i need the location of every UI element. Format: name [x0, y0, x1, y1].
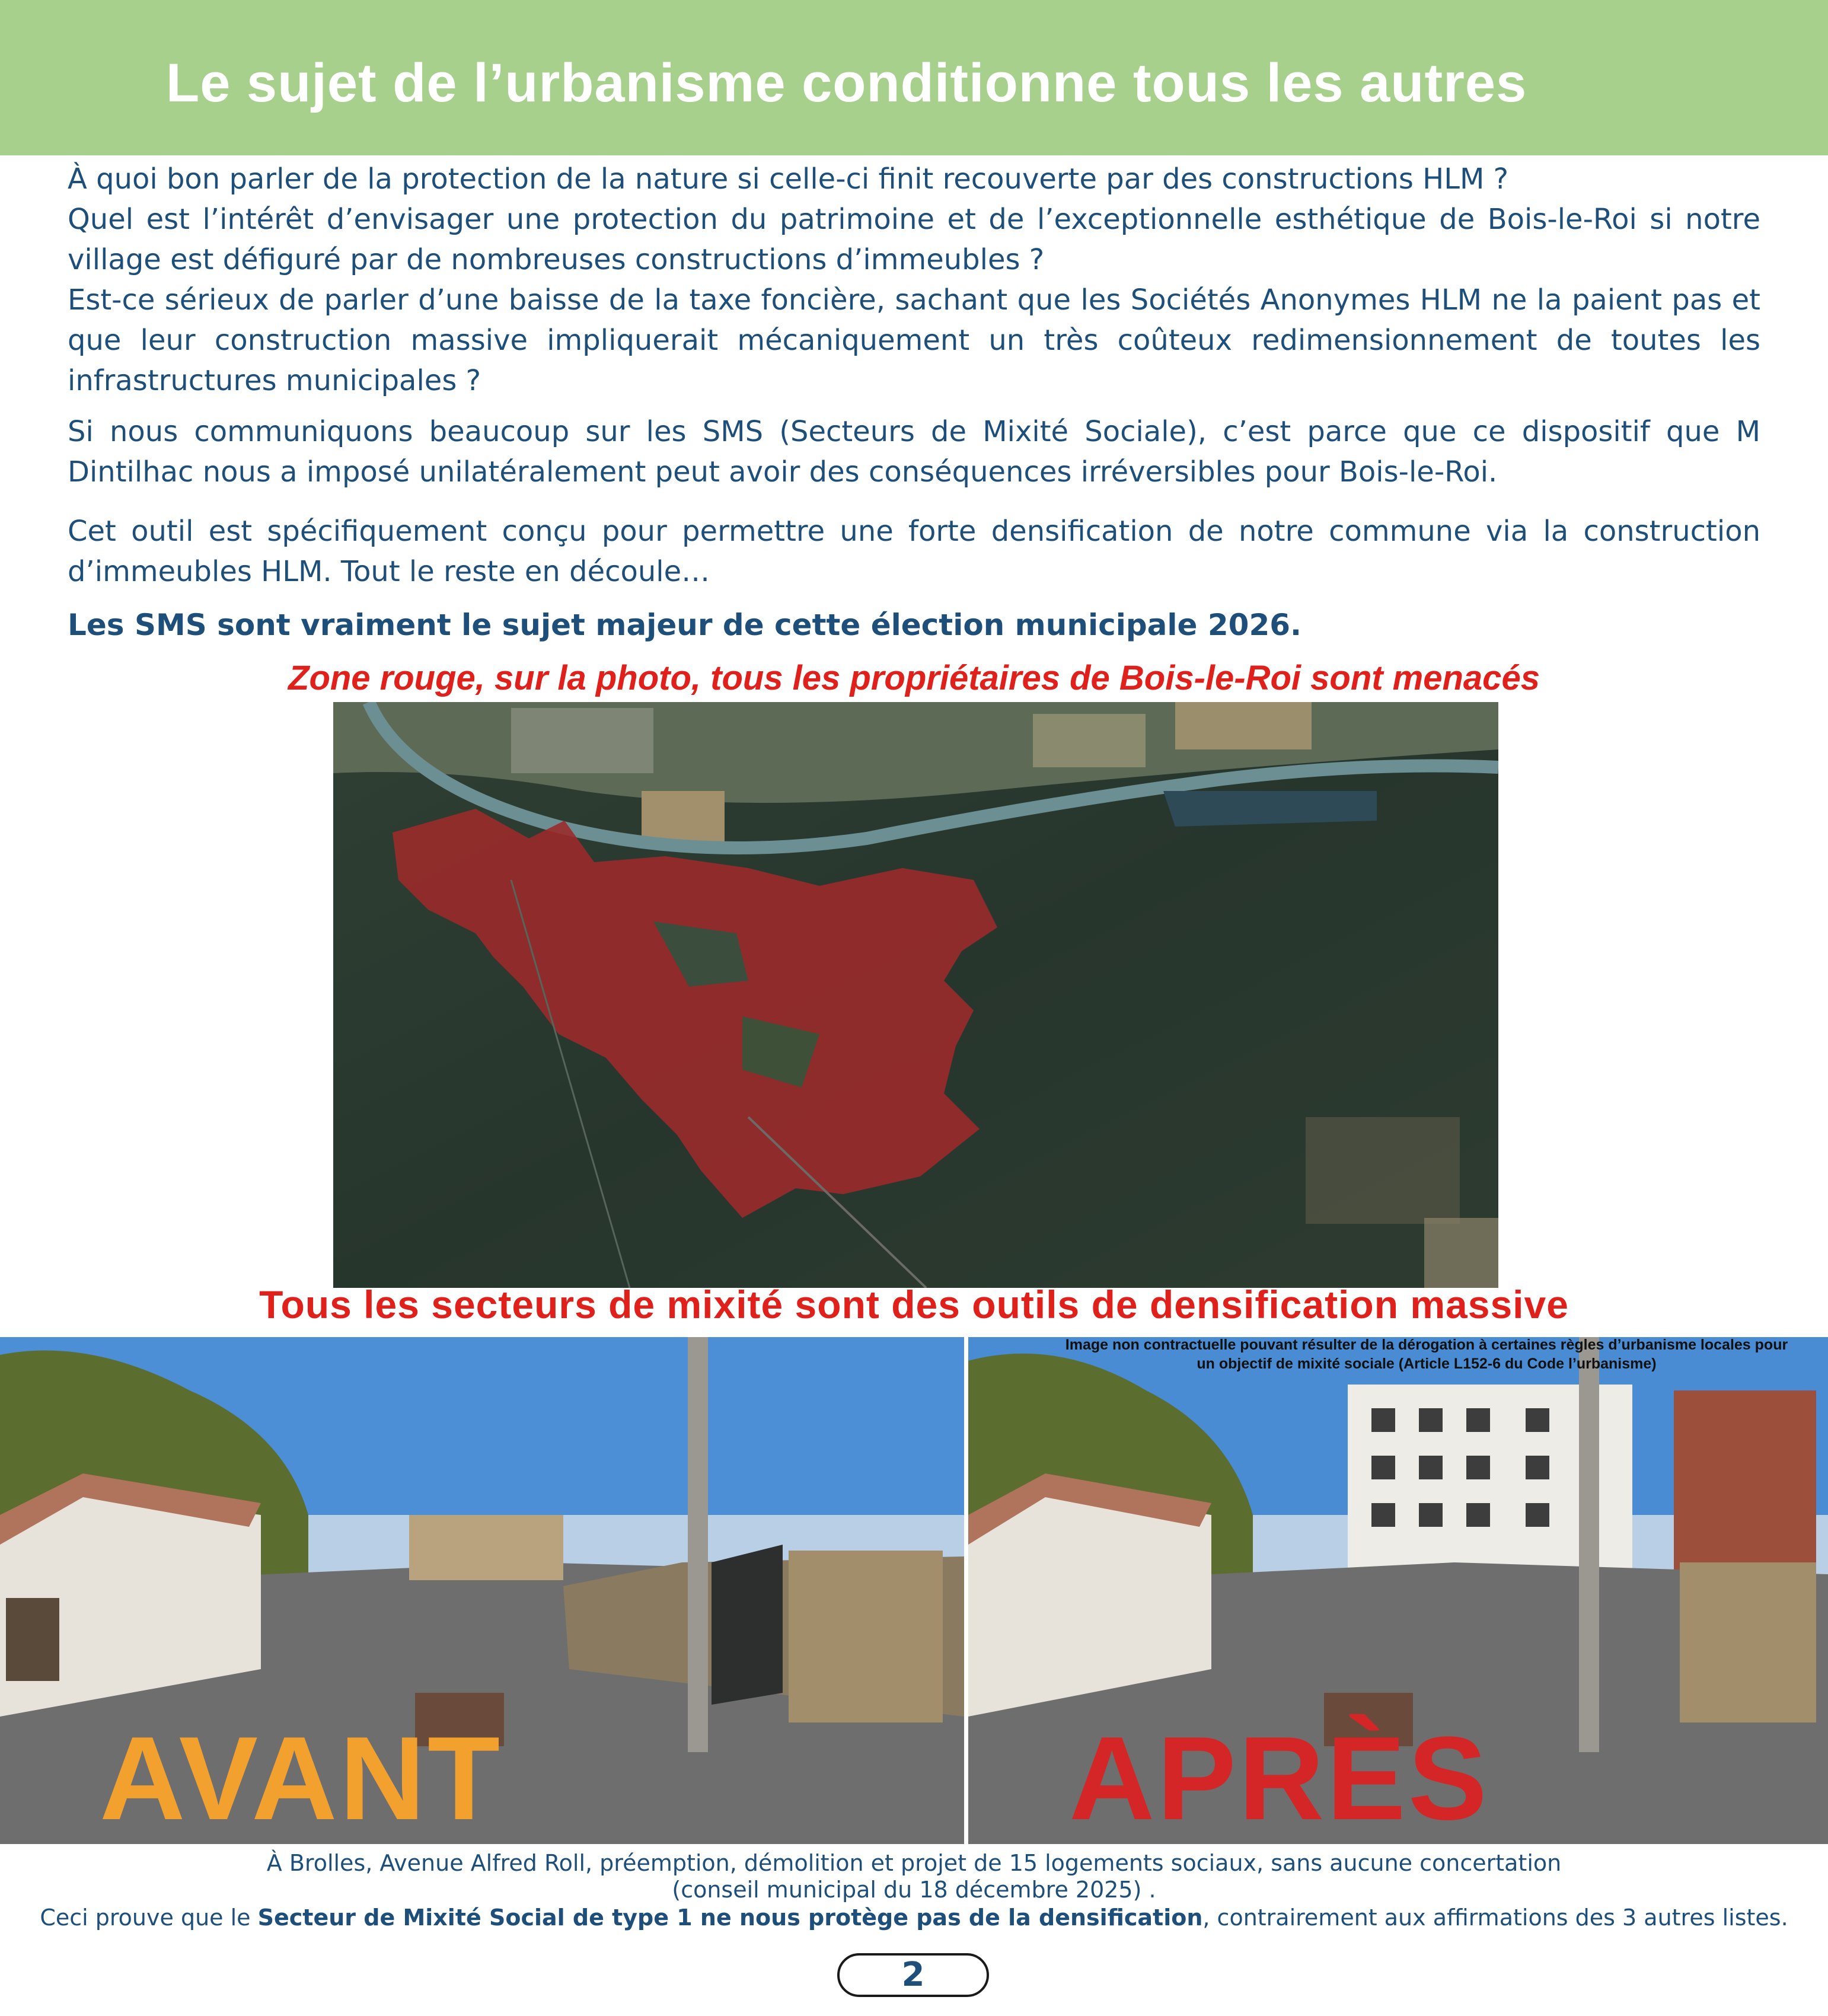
before-photo: [0, 1337, 964, 1844]
image-disclaimer: [1038, 1335, 1816, 1373]
before-label: AVANT: [100, 1712, 503, 1844]
after-photo: [968, 1337, 1828, 1844]
tool-text: [68, 511, 1760, 592]
after-label: APRÈS: [1069, 1712, 1490, 1844]
header-band: [0, 0, 1828, 155]
paragraph-5: Cet outil est spécifiquement conçu pour permettre une forte densification de notre commune via la construction d’immeubles HLM. Tout le reste en découle…: [68, 515, 1760, 588]
aerial-map: [333, 702, 1498, 1288]
page-number: 2: [837, 1953, 989, 1997]
map-caption: Zone rouge, sur la photo, tous les propriétaires de Bois-le-Roi sont menacés: [288, 659, 1540, 697]
footer-line-3-bold: Secteur de Mixité Social de type 1 ne nous protège pas de la densification: [257, 1905, 1203, 1931]
paragraph-4: Si nous communiquons beaucoup sur les SMS (Secteurs de Mixité Sociale), c’est parce que ce dispositif que M Dintilhac nous a imposé unilatéralement peut avoir des conséquences irréversibles pour Bois-le-Roi.: [68, 415, 1760, 489]
sms-text: [68, 412, 1760, 492]
paragraph-1: À quoi bon parler de la protection de la nature si celle-ci finit recouverte par des constructions HLM ?: [68, 162, 1509, 196]
paragraph-2: Quel est l’intérêt d’envisager une protection du patrimoine et de l’exceptionnelle esthétique de Bois-le-Roi si notre village est défiguré par de nombreuses constructions d’immeubles ?: [68, 203, 1760, 276]
page-title: Le sujet de l’urbanisme conditionne tous les autres: [166, 53, 1527, 113]
footer-line-3-prefix: Ceci prouve que le: [40, 1905, 258, 1931]
disclaimer-line-2: un objectif de mixité sociale (Article L152-6 du Code l’urbanisme): [1197, 1355, 1657, 1372]
footer-line-1: À Brolles, Avenue Alfred Roll, préemption, démolition et projet de 15 logements sociaux, sans aucune concertation: [266, 1850, 1562, 1876]
comparison-caption: Tous les secteurs de mixité sont des outils de densification massive: [259, 1283, 1569, 1326]
paragraph-3: Est-ce sérieux de parler d’une baisse de la taxe foncière, sachant que les Sociétés Anonymes HLM ne la paient pas et que leur construction massive impliquerait mécaniquement un très coûteux redimensionnement de toutes les infrastructures municipales ?: [68, 283, 1760, 397]
disclaimer-line-1: Image non contractuelle pouvant résulter de la dérogation à certaines règles d’urbanisme locales pour: [1065, 1336, 1788, 1353]
footer-line-3: [0, 1905, 1828, 1931]
footer-line-3-suffix: , contrairement aux affirmations des 3 autres listes.: [1202, 1905, 1788, 1931]
lead-statement: Les SMS sont vraiment le sujet majeur de cette élection municipale 2026.: [68, 608, 1302, 642]
footer-line-2: (conseil municipal du 18 décembre 2025) .: [672, 1877, 1156, 1903]
intro-text: [68, 159, 1760, 401]
